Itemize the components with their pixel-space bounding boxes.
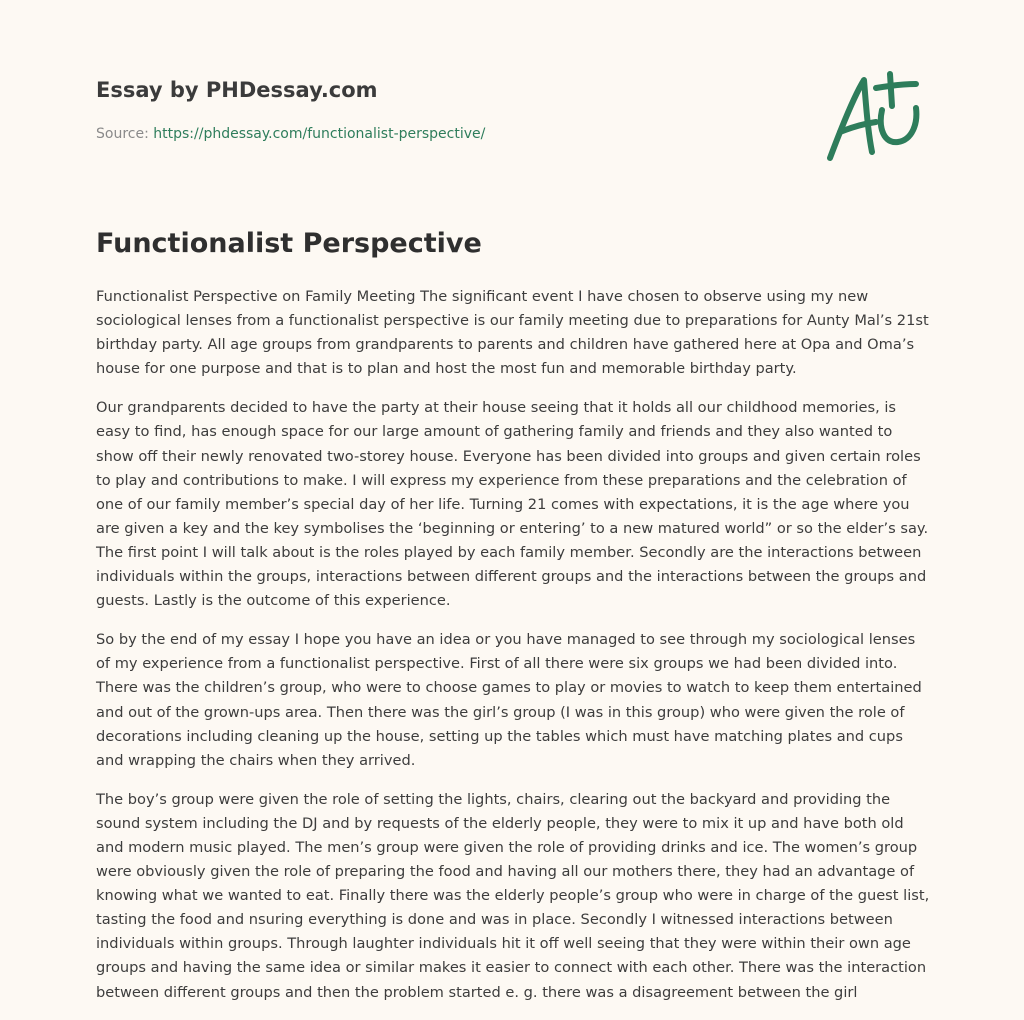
- source-link[interactable]: https://phdessay.com/functionalist-perspective/: [153, 126, 486, 142]
- essay-header: [96, 76, 796, 144]
- a-plus-grade-icon-svg: [820, 66, 930, 166]
- article-paragraph: The boy’s group were given the role of setting the lights, chairs, clearing out the backyard and providing the sound system including the DJ and by requests of the elderly people, they were to mix it up and have both old and modern music played. The men’s group were given the role of providing drinks and ice. The women’s group were obviously given the role of preparing the food and having all our mothers there, they had an advantage of knowing what we wanted to eat. Finally there was the elderly people’s group who were in charge of the guest list, tasting the food and nsuring everything is done and was in place. Secondly I witnessed interactions between individuals within groups. Through laughter individuals hit it off well seeing that they were within their own age groups and having the same idea or similar makes it easier to connect with each other. There was the interaction between different groups and then the problem started e. g. there was a disagreement between the girl: [96, 790, 930, 1001]
- article-paragraph: Functionalist Perspective on Family Meeting The significant event I have chosen to observe using my new sociological lenses from a functionalist perspective is our family meeting due to preparations for Aunty Mal’s 21st birthday party. All age groups from grandparents to parents and children have gathered here at Opa and Oma’s house for one purpose and that is to plan and host the most fun and memorable birthday party.: [96, 288, 929, 378]
- brand-title: Essay by PHDessay.com: [96, 78, 378, 102]
- a-plus-grade-icon: [820, 66, 930, 166]
- article-paragraph: So by the end of my essay I hope you have an idea or you have managed to see through my sociological lenses of my experience from a functionalist perspective. First of all there were six groups we had been divided into. There was the children’s group, who were to choose games to play or movies to watch to keep them entertained and out of the grown-ups area. Then there was the girl’s group (I was in this group) who were given the role of decorations including cleaning up the house, setting up the tables which must have matching plates and cups and wrapping the chairs when they arrived.: [96, 631, 922, 769]
- source-line: [96, 124, 796, 144]
- article-body: [96, 285, 930, 1020]
- article-title: Functionalist Perspective: [96, 228, 482, 259]
- article-paragraph: Our grandparents decided to have the party at their house seeing that it holds all our childhood memories, is easy to find, has enough space for our large amount of gathering family and friends and they also wanted to show off their newly renovated two-storey house. Everyone has been divided into groups and given certain roles to play and contributions to make. I will express my experience from these preparations and the celebration of one of our family member’s special day of her life. Turning 21 comes with expectations, it is the age where you are given a key and the key symbolises the ‘beginning or entering’ to a new matured world” or so the elder’s say. The first point I will talk about is the roles played by each family member. Secondly are the interactions between individuals within the groups, interactions between different groups and the interactions between the groups and guests. Lastly is the outcome of this experience.: [96, 399, 929, 610]
- source-label: Source:: [96, 126, 149, 142]
